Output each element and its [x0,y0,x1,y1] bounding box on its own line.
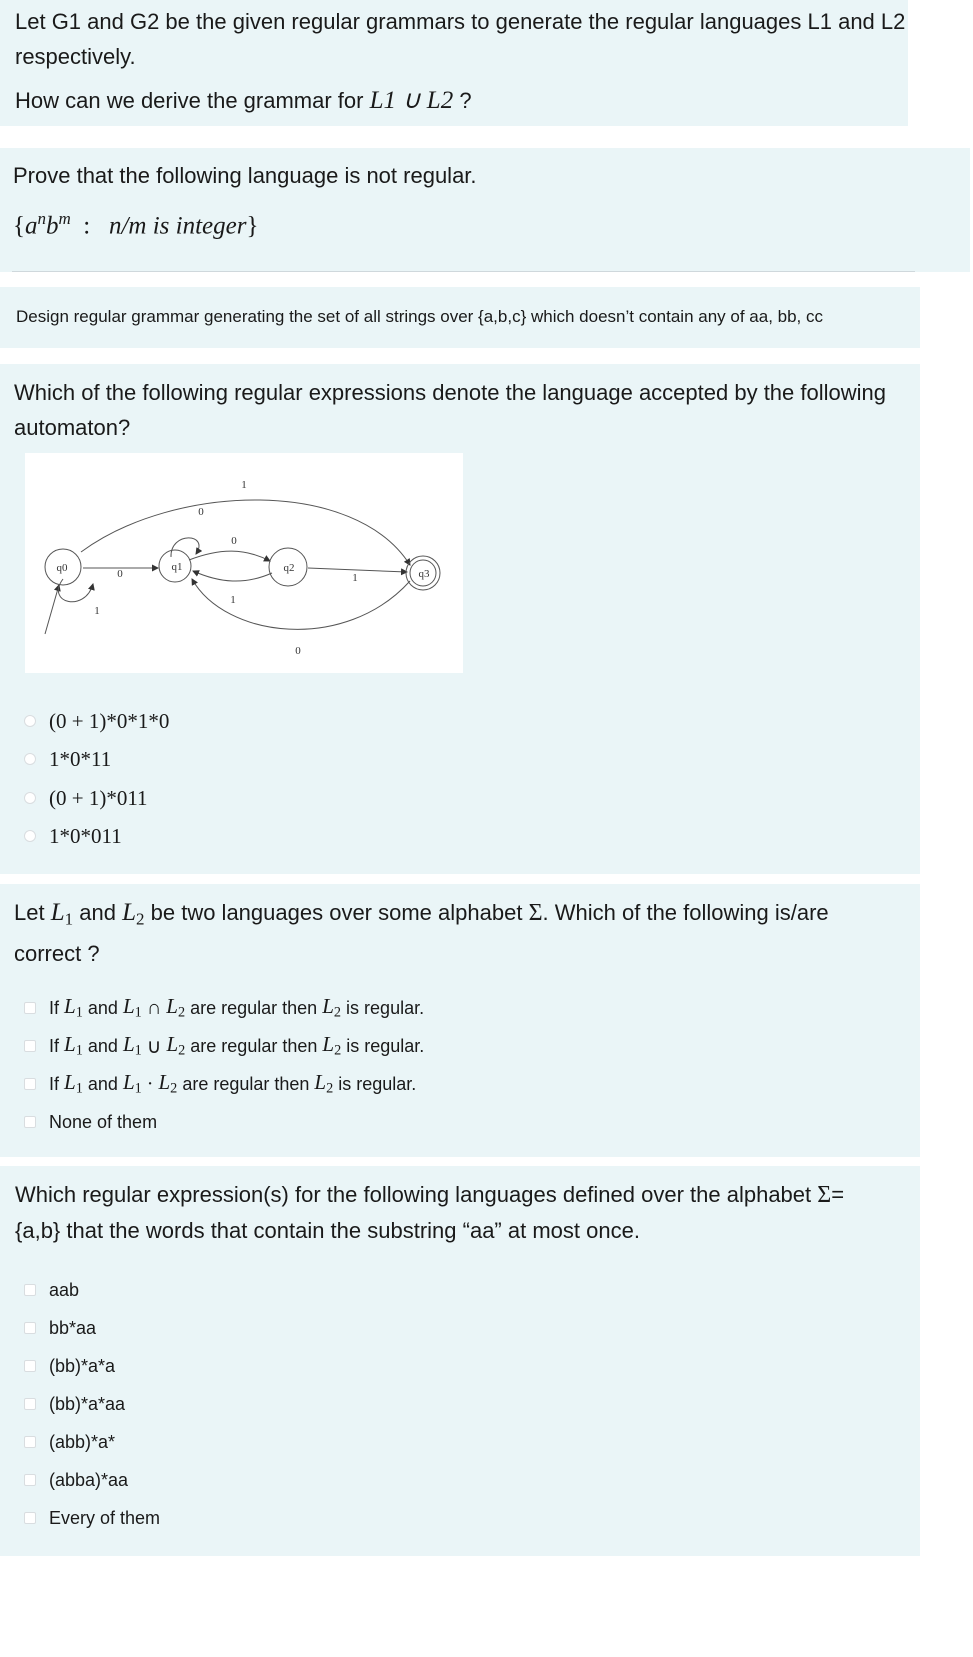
q4-line-1: Which of the following regular expressions denote the language accepted by the following [14,380,886,405]
q2-line-1: Prove that the following language is not regular. [13,163,477,188]
q3-text: Design regular grammar generating the set of all strings over {a,b,c} which doesn’t contain any of aa, bb, cc [16,307,824,326]
radio-icon[interactable] [24,830,36,842]
q5-option-1[interactable]: If $L_1$ and $L_1$ ∩ $L_2$ are regular then $L_2$ is regular. [24,993,424,1023]
q6-option-6[interactable]: (abba)*aa [24,1465,128,1495]
label-q1-q3: 1 [241,479,247,491]
divider [12,271,915,272]
question-card-6 [0,1166,920,1556]
checkbox-icon[interactable] [24,1436,36,1448]
radio-icon[interactable] [24,753,36,765]
q1-line-3: How can we derive the grammar for L1 ∪ L2 ? [15,87,472,114]
q6-option-7[interactable]: Every of them [24,1503,160,1533]
q2-language: {$a^nb^m$ : n/m is integer} [13,209,259,240]
q4-line-2: automaton? [14,415,131,440]
q5-option-2[interactable]: If $L_1$ and $L_1$ ∪ $L_2$ are regular then $L_2$ is regular. [24,1031,424,1061]
checkbox-icon[interactable] [24,1002,36,1014]
state-q0: q0 [56,562,68,574]
question-card-2 [0,148,970,272]
label-q2-q3: 1 [352,572,358,584]
q5-option-3[interactable]: If $L_1$ and $L_1$ · $L_2$ are regular then $L_2$ is regular. [24,1069,416,1099]
label-q2-q1: 1 [230,594,236,606]
label-q1-q2: 0 [231,535,237,547]
q6-option-5[interactable]: (abb)*a* [24,1427,115,1457]
state-q3: q3 [418,568,430,580]
q5-line-1: Let $L_1$ and $L_2$ be two languages over some alphabet Σ. Which of the following is/are [14,899,829,929]
checkbox-icon[interactable] [24,1322,36,1334]
checkbox-icon[interactable] [24,1284,36,1296]
question-card-3 [0,287,920,348]
radio-icon[interactable] [24,715,36,727]
q6-line-1: Which regular expression(s) for the following languages defined over the alphabet Σ= [15,1182,845,1208]
automaton-diagram [25,453,463,673]
state-q1: q1 [171,561,183,573]
label-q0-q1: 0 [117,568,123,580]
q4-option-3[interactable]: (0 + 1)*011 [24,783,148,813]
q1-line-2: respectively. [15,44,136,69]
q4-option-2[interactable]: 1*0*11 [24,744,111,774]
checkbox-icon[interactable] [24,1040,36,1052]
q1-math: L1 ∪ L2 [369,87,454,114]
question-card-5 [0,884,920,1157]
q5-option-4[interactable]: None of them [24,1107,157,1137]
label-q3-q1: 0 [295,645,301,657]
label-q1-loop: 0 [198,506,204,518]
q5-line-2: correct ? [14,941,100,967]
q6-line-2: {a,b} that the words that contain the substring “aa” at most once. [15,1218,640,1243]
q6-option-4[interactable]: (bb)*a*aa [24,1389,125,1419]
label-q0-loop: 1 [94,605,100,617]
q4-option-4[interactable]: 1*0*011 [24,821,122,851]
checkbox-icon[interactable] [24,1360,36,1372]
checkbox-icon[interactable] [24,1398,36,1410]
q6-option-2[interactable]: bb*aa [24,1313,96,1343]
q4-option-1[interactable]: (0 + 1)*0*1*0 [24,706,169,736]
q6-option-3[interactable]: (bb)*a*a [24,1351,115,1381]
checkbox-icon[interactable] [24,1512,36,1524]
radio-icon[interactable] [24,792,36,804]
question-card-1 [0,0,908,126]
question-card-4 [0,364,920,874]
state-q2: q2 [283,562,295,574]
checkbox-icon[interactable] [24,1116,36,1128]
q6-option-1[interactable]: aab [24,1275,79,1305]
q1-line-1: Let G1 and G2 be the given regular grammars to generate the regular languages L1 and L2 [15,9,906,34]
checkbox-icon[interactable] [24,1078,36,1090]
checkbox-icon[interactable] [24,1474,36,1486]
